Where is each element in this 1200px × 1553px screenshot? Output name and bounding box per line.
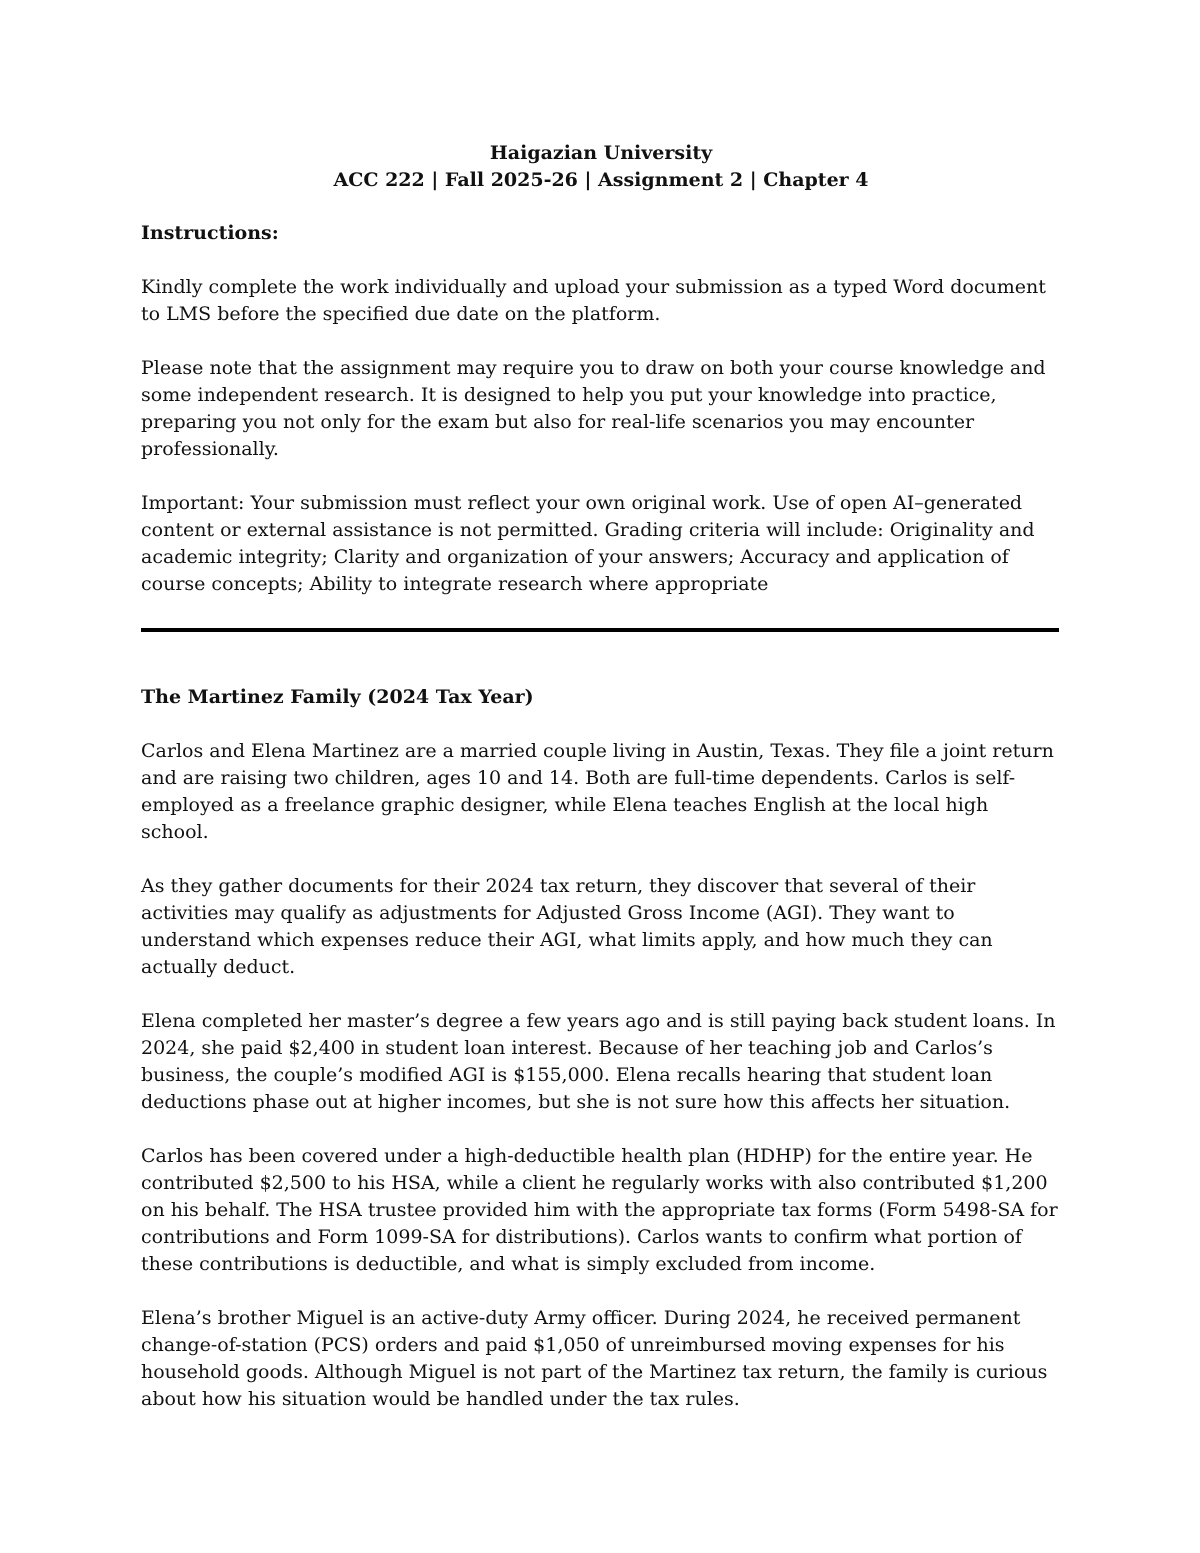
course-line: ACC 222 | Fall 2025-26 | Assignment 2 | Chapter 4 [333, 169, 869, 191]
section-divider [141, 628, 1059, 632]
instructions-paragraph: Please note that the assignment may require you to draw on both your course knowledge and some independent research. It is designed to help you put your knowledge into practice, preparing you not only for the exam but also for real-life scenarios you may encounter professionally. [141, 357, 1046, 460]
instructions-paragraph: Important: Your submission must reflect your own original work. Use of open AI–generated content or external assistance is not permitted. Grading criteria will include: Originality and academic integrity; Clarity and organization of your answers; Accuracy and application of course concepts; Ability to integrate research where appropriate [141, 492, 1035, 595]
document-body [141, 140, 1061, 1413]
case-paragraph: Elena’s brother Miguel is an active-duty Army officer. During 2024, he received permanent change-of-station (PCS) orders and paid $1,050 of unreimbursed moving expenses for his household goods. Although Miguel is not part of the Martinez tax return, the family is curious about how his situation would be handled under the tax rules. [141, 1307, 1048, 1410]
university-name: Haigazian University [489, 142, 713, 164]
case-paragraph: Elena completed her master’s degree a few years ago and is still paying back student loans. In 2024, she paid $2,400 in student loan interest. Because of her teaching job and Carlos’s business, the couple’s modified AGI is $155,000. Elena recalls hearing that student loan deductions phase out at higher incomes, but she is not sure how this affects her situation. [141, 1010, 1056, 1113]
case-paragraph: As they gather documents for their 2024 tax return, they discover that several of their activities may qualify as adjustments for Adjusted Gross Income (AGI). They want to understand which expenses reduce their AGI, what limits apply, and how much they can actually deduct. [141, 875, 993, 978]
instructions-paragraph: Kindly complete the work individually and upload your submission as a typed Word document to LMS before the specified due date on the platform. [141, 276, 1046, 325]
case-paragraph: Carlos has been covered under a high-deductible health plan (HDHP) for the entire year. He contributed $2,500 to his HSA, while a client he regularly works with also contributed $1,200 on his behalf. The HSA trustee provided him with the appropriate tax forms (Form 5498-SA for contributions and Form 1099-SA for distributions). Carlos wants to confirm what portion of these contributions is deductible, and what is simply excluded from income. [141, 1145, 1058, 1275]
instructions-heading: Instructions: [141, 222, 279, 244]
document-header [141, 140, 1061, 194]
case-paragraph: Carlos and Elena Martinez are a married couple living in Austin, Texas. They file a joint return and are raising two children, ages 10 and 14. Both are full-time dependents. Carlos is self-employed as a freelance graphic designer, while Elena teaches English at the local high school. [141, 740, 1054, 843]
case-title: The Martinez Family (2024 Tax Year) [141, 686, 534, 708]
